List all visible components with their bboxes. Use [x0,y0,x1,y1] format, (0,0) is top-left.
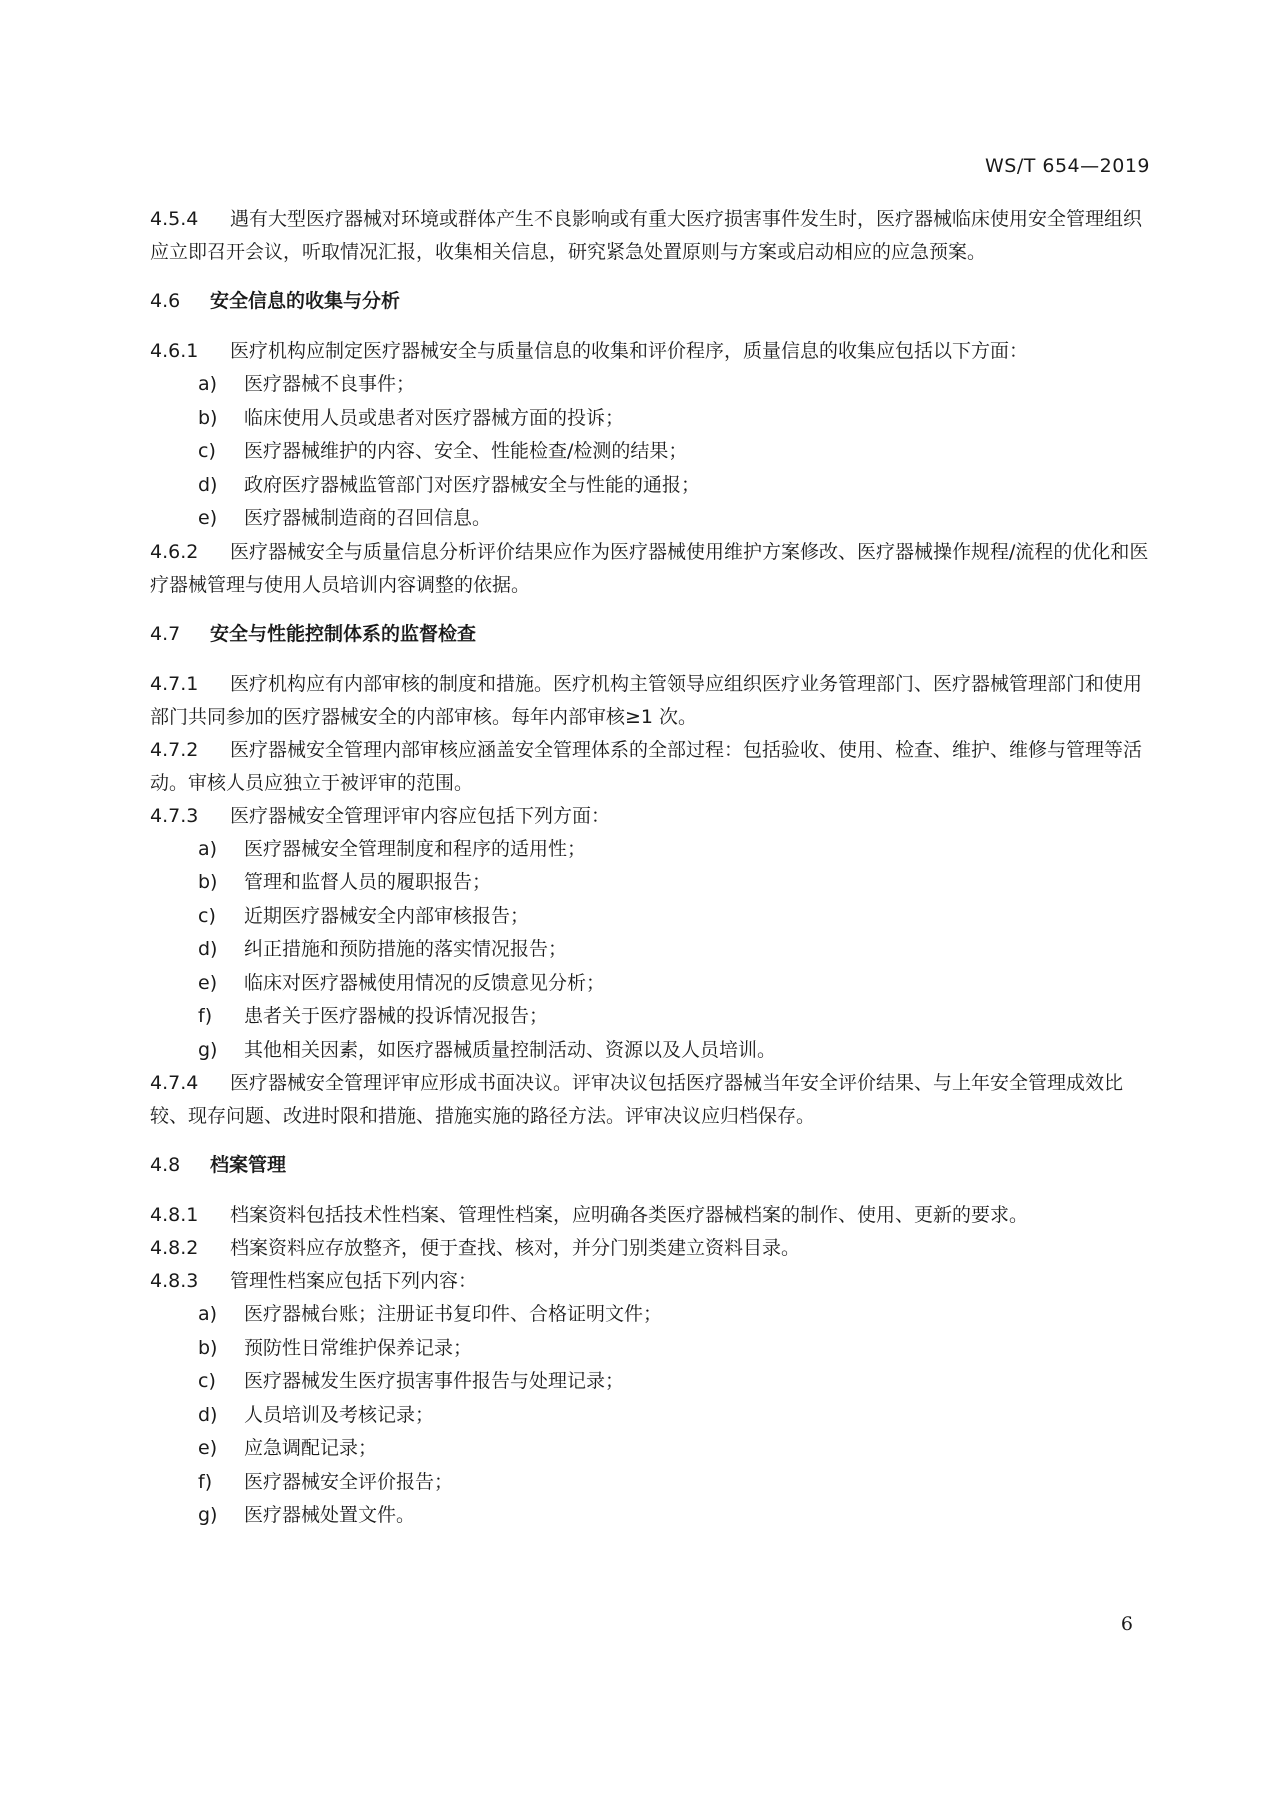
list-item-letter: b) [198,1336,218,1359]
clause-4-6-1 [150,335,1150,368]
clause-text: 管理性档案应包括下列内容： [230,1270,478,1292]
list-item-text: 医疗器械制造商的召回信息。 [244,507,492,529]
list-item-text: 纠正措施和预防措施的落实情况报告； [244,938,568,960]
clause-4-8-2 [150,1232,1150,1265]
page-number: 6 [1120,1613,1133,1635]
list-item-letter: b) [198,871,218,893]
list-item [150,469,1150,503]
list-item-text: 医疗器械安全管理制度和程序的适用性； [244,837,587,860]
clause-number: 4.5.4 [150,208,199,230]
clause-4-6-2 [150,536,1150,602]
clause-text: 档案资料应存放整齐，便于查找、核对，并分门别类建立资料目录。 [230,1237,801,1259]
list-item-letter: g) [198,1504,218,1526]
clause-number: 4.6.2 [150,540,199,563]
clause-text: 医疗机构应有内部审核的制度和措施。医疗机构主管领导应组织医疗业务管理部门、医疗器械管理部门和使用部门共同参加的医疗器械安全的内部审核。每年内部审核≥1 次。 [150,672,1143,728]
list-item-text: 医疗器械处置文件。 [244,1504,416,1526]
list-item [150,1399,1150,1433]
list-item [150,866,1150,900]
list-item-letter: e) [198,1437,218,1459]
list-item-letter: e) [198,507,218,529]
clause-4-7-2 [150,734,1150,800]
section-heading-4-7 [150,618,1150,651]
standard-code: WS/T 654—2019 [984,155,1150,177]
clause-number: 4.6.1 [150,340,199,362]
list-item-letter: b) [198,406,218,429]
list-item-text: 患者关于医疗器械的投诉情况报告； [244,1005,549,1027]
list-item-text: 预防性日常维护保养记录； [244,1336,473,1359]
list-item-text: 医疗器械维护的内容、安全、性能检查/检测的结果； [244,440,688,462]
list-item [150,1466,1150,1500]
clause-number: 4.8.1 [150,1204,199,1226]
clause-4-8-1 [150,1199,1150,1232]
list-item [150,833,1150,867]
list-item-text: 医疗器械发生医疗损害事件报告与处理记录； [244,1370,625,1392]
list-item [150,1332,1150,1366]
list-item-letter: c) [198,440,216,462]
list-item-text: 医疗器械不良事件； [244,373,416,395]
clause-4-7-1 [150,668,1150,734]
list-item-text: 临床使用人员或患者对医疗器械方面的投诉； [244,406,625,429]
list-item-text: 医疗器械安全评价报告； [244,1470,454,1493]
section-title: 安全信息的收集与分析 [210,290,401,312]
section-number: 4.7 [150,622,181,645]
list-item [150,933,1150,967]
list-item-letter: a) [198,837,218,860]
clause-text: 医疗器械安全与质量信息分析评价结果应作为医疗器械使用维护方案修改、医疗器械操作规程/流程的优化和医疗器械管理与使用人员培训内容调整的依据。 [150,540,1149,596]
list-item [150,1298,1150,1332]
list-item-text: 临床对医疗器械使用情况的反馈意见分析； [244,971,606,994]
section-heading-4-8 [150,1149,1150,1182]
list-item-letter: f) [198,1005,213,1027]
list-item-letter: a) [198,1303,218,1325]
list-item-text: 其他相关因素，如医疗器械质量控制活动、资源以及人员培训。 [244,1038,777,1061]
list-item-letter: e) [198,971,218,994]
list-item-letter: c) [198,1370,216,1392]
section-title: 档案管理 [210,1154,287,1176]
clause-number: 4.7.4 [150,1072,199,1094]
list-item [150,1499,1150,1533]
clause-number: 4.7.1 [150,672,199,695]
list-item [150,1365,1150,1399]
list-item-text: 近期医疗器械安全内部审核报告； [244,904,530,927]
list-item [150,368,1150,402]
clause-4-7-4 [150,1067,1150,1133]
list-item-text: 医疗器械台账；注册证书复印件、合格证明文件； [244,1303,663,1325]
page-content [150,203,1150,1533]
clause-number: 4.8.3 [150,1270,199,1292]
list-item-letter: g) [198,1038,218,1061]
section-number: 4.8 [150,1154,181,1176]
clause-4-5-4 [150,203,1150,269]
section-number: 4.6 [150,290,181,312]
list-item [150,1000,1150,1034]
list-item [150,1432,1150,1466]
list-item [150,967,1150,1001]
section-title: 安全与性能控制体系的监督检查 [210,622,477,645]
list-item-text: 人员培训及考核记录； [244,1403,435,1426]
list-item [150,1034,1150,1068]
section-heading-4-6 [150,285,1150,318]
clause-text: 医疗机构应制定医疗器械安全与质量信息的收集和评价程序，质量信息的收集应包括以下方面： [230,340,1029,362]
clause-number: 4.7.3 [150,804,199,827]
list-item [150,502,1150,536]
list-item-text: 管理和监督人员的履职报告； [244,871,492,893]
list-item [150,900,1150,934]
clause-number: 4.7.2 [150,738,199,761]
list-item-letter: f) [198,1470,213,1493]
clause-text: 医疗器械安全管理评审应形成书面决议。评审决议包括医疗器械当年安全评价结果、与上年安全管理成效比较、现存问题、改进时限和措施、措施实施的路径方法。评审决议应归档保存。 [150,1072,1124,1127]
list-item-text: 政府医疗器械监管部门对医疗器械安全与性能的通报； [244,473,701,496]
clause-number: 4.8.2 [150,1237,199,1259]
clause-text: 档案资料包括技术性档案、管理性档案，应明确各类医疗器械档案的制作、使用、更新的要求。 [230,1204,1029,1226]
list-item [150,435,1150,469]
list-item-letter: d) [198,938,218,960]
list-item-letter: c) [198,904,216,927]
list-item [150,402,1150,436]
list-item-letter: a) [198,373,218,395]
clause-text: 医疗器械安全管理评审内容应包括下列方面： [230,804,611,827]
list-item-letter: d) [198,473,218,496]
list-item-letter: d) [198,1403,218,1426]
clause-text: 医疗器械安全管理内部审核应涵盖安全管理体系的全部过程：包括验收、使用、检查、维护、维修与管理等活动。审核人员应独立于被评审的范围。 [150,738,1143,794]
clause-4-8-3 [150,1265,1150,1298]
clause-text: 遇有大型医疗器械对环境或群体产生不良影响或有重大医疗损害事件发生时，医疗器械临床使用安全管理组织应立即召开会议，听取情况汇报，收集相关信息，研究紧急处置原则与方案或启动相应的应急预案。 [150,208,1143,263]
list-item-text: 应急调配记录； [244,1437,378,1459]
clause-4-7-3 [150,800,1150,833]
